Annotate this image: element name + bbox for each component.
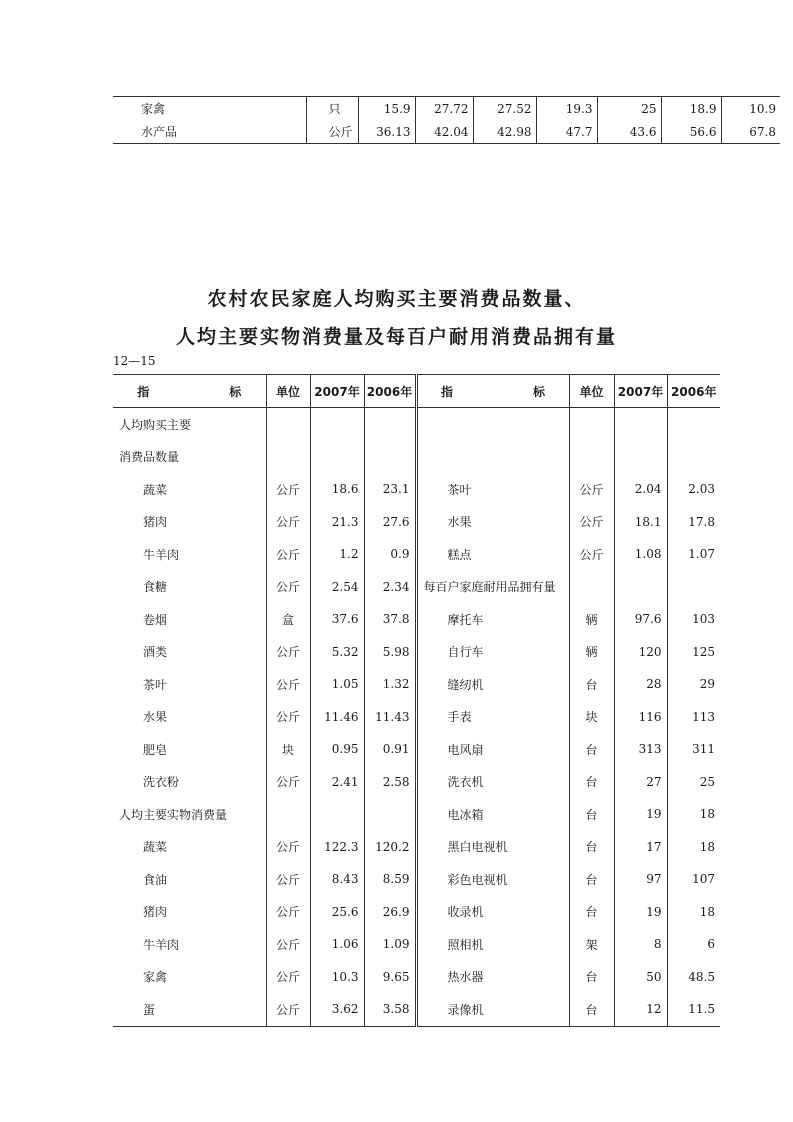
left-item-2007: 3.62 — [310, 993, 364, 1026]
header-indicator-left — [113, 375, 266, 408]
left-item-unit: 公斤 — [266, 538, 310, 571]
right-item-2006: 11.5 — [667, 993, 720, 1026]
left-item-2006: 2.34 — [364, 571, 416, 604]
left-item-unit: 公斤 — [266, 993, 310, 1026]
right-item-label: 彩色电视机 — [416, 863, 569, 896]
left-item-unit: 公斤 — [266, 831, 310, 864]
right-item-2006: 107 — [667, 863, 720, 896]
right-item-label: 收录机 — [416, 896, 569, 929]
right-item-2006: 311 — [667, 733, 720, 766]
right-item-label: 茶叶 — [416, 473, 569, 506]
left-item-2007 — [310, 798, 364, 831]
right-item-2007: 2.04 — [614, 473, 667, 506]
left-item-2007: 122.3 — [310, 831, 364, 864]
right-item-2006: 2.03 — [667, 473, 720, 506]
row-value: 47.7 — [536, 120, 597, 144]
table-row — [113, 863, 720, 896]
right-item-label: 水果 — [416, 506, 569, 539]
right-item-2006: 113 — [667, 701, 720, 734]
table-row — [113, 798, 720, 831]
table-title-line-1: 农村农民家庭人均购买主要消费品数量、 — [207, 288, 586, 310]
right-item-2007: 19 — [614, 896, 667, 929]
row-unit: 只 — [306, 97, 358, 121]
right-item-label: 缝纫机 — [416, 668, 569, 701]
right-item-2007: 313 — [614, 733, 667, 766]
header-indicator-right — [416, 375, 569, 408]
right-item-2006: 18 — [667, 798, 720, 831]
right-item-2006: 25 — [667, 766, 720, 799]
left-item-label: 人均主要实物消费量 — [119, 807, 228, 822]
left-item-2007: 1.06 — [310, 928, 364, 961]
right-item-unit: 公斤 — [569, 538, 614, 571]
left-item-2007: 2.41 — [310, 766, 364, 799]
left-item-2006: 23.1 — [364, 473, 416, 506]
left-item-unit: 公斤 — [266, 506, 310, 539]
row-value: 36.13 — [358, 120, 415, 144]
right-item-unit: 台 — [569, 961, 614, 994]
table-row — [113, 993, 720, 1026]
left-item-2007: 0.95 — [310, 733, 364, 766]
right-item-2007: 120 — [614, 636, 667, 669]
left-item-unit: 公斤 — [266, 571, 310, 604]
right-item-label: 手表 — [416, 701, 569, 734]
right-item-label: 每百户家庭耐用品拥有量 — [416, 571, 569, 604]
left-item-2007: 5.32 — [310, 636, 364, 669]
left-item-label: 家禽 — [143, 970, 168, 985]
left-item-2006: 0.91 — [364, 733, 416, 766]
left-item-2006: 2.58 — [364, 766, 416, 799]
right-item-2006: 125 — [667, 636, 720, 669]
header-2006-right: 2006年 — [667, 375, 720, 408]
table-number: 12—15 — [113, 354, 156, 368]
left-item-label: 牛羊肉 — [143, 937, 180, 952]
right-item-label — [416, 441, 569, 474]
left-item-2006 — [364, 441, 416, 474]
right-item-label: 糕点 — [416, 538, 569, 571]
right-item-2007: 12 — [614, 993, 667, 1026]
left-item-label: 茶叶 — [143, 677, 168, 692]
left-item-2006: 26.9 — [364, 896, 416, 929]
left-item-unit: 公斤 — [266, 928, 310, 961]
left-item-2006: 120.2 — [364, 831, 416, 864]
header-indicator-char-2: 标 — [533, 384, 546, 399]
left-item-label: 人均购买主要 — [119, 417, 192, 432]
table-row — [113, 120, 780, 144]
left-item-unit: 公斤 — [266, 473, 310, 506]
right-item-label: 热水器 — [416, 961, 569, 994]
row-value: 27.72 — [415, 97, 473, 121]
right-item-2007: 97 — [614, 863, 667, 896]
right-item-2007: 8 — [614, 928, 667, 961]
left-item-2007: 37.6 — [310, 603, 364, 636]
right-item-2006: 48.5 — [667, 961, 720, 994]
header-indicator-char-2: 标 — [229, 384, 242, 399]
left-item-2006: 3.58 — [364, 993, 416, 1026]
table-row — [113, 538, 720, 571]
right-item-unit — [569, 408, 614, 441]
left-item-unit: 公斤 — [266, 636, 310, 669]
left-item-2007: 2.54 — [310, 571, 364, 604]
right-item-unit: 台 — [569, 863, 614, 896]
right-item-2006: 18 — [667, 896, 720, 929]
right-item-2007 — [614, 408, 667, 441]
left-item-label: 食糖 — [143, 580, 168, 595]
left-item-2007: 1.2 — [310, 538, 364, 571]
left-item-unit: 块 — [266, 733, 310, 766]
right-item-label — [416, 408, 569, 441]
right-item-2007: 50 — [614, 961, 667, 994]
row-value: 42.98 — [473, 120, 536, 144]
right-item-2006: 103 — [667, 603, 720, 636]
left-item-label: 食油 — [143, 872, 168, 887]
right-item-2006: 1.07 — [667, 538, 720, 571]
left-item-2007: 8.43 — [310, 863, 364, 896]
table-row — [113, 961, 720, 994]
left-item-2006: 37.8 — [364, 603, 416, 636]
left-item-unit: 公斤 — [266, 668, 310, 701]
left-item-label: 水果 — [143, 710, 168, 725]
left-item-label: 肥皂 — [143, 742, 168, 757]
table-row — [113, 97, 780, 121]
right-item-2007: 116 — [614, 701, 667, 734]
left-item-unit: 公斤 — [266, 766, 310, 799]
right-item-2006: 29 — [667, 668, 720, 701]
table-row — [113, 571, 720, 604]
table-row — [113, 506, 720, 539]
left-item-2007: 18.6 — [310, 473, 364, 506]
right-item-2007: 19 — [614, 798, 667, 831]
table-row — [113, 928, 720, 961]
row-value: 42.04 — [415, 120, 473, 144]
right-item-label: 自行车 — [416, 636, 569, 669]
right-item-2006 — [667, 571, 720, 604]
row-value: 10.9 — [721, 97, 780, 121]
row-label: 家禽 — [141, 102, 166, 116]
left-item-2007: 25.6 — [310, 896, 364, 929]
table-row — [113, 603, 720, 636]
header-unit-left: 单位 — [266, 375, 310, 408]
right-item-2007 — [614, 441, 667, 474]
consumption-table — [113, 374, 720, 1027]
left-item-2007 — [310, 408, 364, 441]
left-item-label: 洗衣粉 — [143, 775, 180, 790]
right-item-unit: 台 — [569, 733, 614, 766]
left-item-2007: 21.3 — [310, 506, 364, 539]
row-value: 25 — [597, 97, 661, 121]
table-row — [113, 408, 720, 441]
left-item-2006 — [364, 408, 416, 441]
continued-table — [113, 96, 780, 144]
table-title-line-2: 人均主要实物消费量及每百户耐用消费品拥有量 — [175, 326, 617, 348]
left-item-label: 卷烟 — [143, 612, 168, 627]
right-item-label: 录像机 — [416, 993, 569, 1026]
right-item-unit: 辆 — [569, 603, 614, 636]
right-item-2006: 18 — [667, 831, 720, 864]
table-row — [113, 441, 720, 474]
right-item-2006 — [667, 441, 720, 474]
left-item-2007 — [310, 441, 364, 474]
right-item-unit: 公斤 — [569, 506, 614, 539]
table-row — [113, 668, 720, 701]
header-2007-left: 2007年 — [310, 375, 364, 408]
left-item-unit: 公斤 — [266, 701, 310, 734]
right-item-label: 电风扇 — [416, 733, 569, 766]
left-item-unit: 公斤 — [266, 961, 310, 994]
table-row — [113, 766, 720, 799]
right-item-label: 洗衣机 — [416, 766, 569, 799]
left-item-2006: 8.59 — [364, 863, 416, 896]
left-item-unit — [266, 441, 310, 474]
right-item-2006: 17.8 — [667, 506, 720, 539]
row-value: 18.9 — [661, 97, 721, 121]
left-item-2006: 1.32 — [364, 668, 416, 701]
right-item-2007 — [614, 571, 667, 604]
right-item-unit: 块 — [569, 701, 614, 734]
right-item-unit: 公斤 — [569, 473, 614, 506]
header-row — [113, 375, 720, 408]
right-item-label: 电冰箱 — [416, 798, 569, 831]
row-value: 27.52 — [473, 97, 536, 121]
left-item-label: 消费品数量 — [119, 450, 180, 465]
left-item-unit — [266, 798, 310, 831]
left-item-label: 猪肉 — [143, 515, 168, 530]
header-indicator-char-1: 指 — [440, 384, 453, 399]
left-item-2006: 0.9 — [364, 538, 416, 571]
right-item-label: 黑白电视机 — [416, 831, 569, 864]
right-item-unit: 台 — [569, 993, 614, 1026]
right-item-2007: 18.1 — [614, 506, 667, 539]
left-item-2006: 11.43 — [364, 701, 416, 734]
left-item-label: 蔬菜 — [143, 482, 168, 497]
left-item-2007: 10.3 — [310, 961, 364, 994]
table-row — [113, 473, 720, 506]
header-2007-right: 2007年 — [614, 375, 667, 408]
right-item-2007: 28 — [614, 668, 667, 701]
right-item-unit — [569, 441, 614, 474]
left-item-2007: 1.05 — [310, 668, 364, 701]
left-item-label: 酒类 — [143, 645, 168, 660]
right-item-2007: 17 — [614, 831, 667, 864]
row-value: 19.3 — [536, 97, 597, 121]
left-item-unit: 公斤 — [266, 863, 310, 896]
right-item-unit — [569, 571, 614, 604]
right-item-unit: 台 — [569, 766, 614, 799]
table-row — [113, 701, 720, 734]
table-row — [113, 896, 720, 929]
row-label: 水产品 — [141, 125, 178, 139]
table-row — [113, 733, 720, 766]
left-item-label: 蔬菜 — [143, 840, 168, 855]
left-item-2006 — [364, 798, 416, 831]
right-item-unit: 台 — [569, 831, 614, 864]
right-item-unit: 台 — [569, 668, 614, 701]
table-row — [113, 636, 720, 669]
right-item-2007: 1.08 — [614, 538, 667, 571]
row-value: 56.6 — [661, 120, 721, 144]
left-item-2007: 11.46 — [310, 701, 364, 734]
left-item-2006: 27.6 — [364, 506, 416, 539]
right-item-label: 照相机 — [416, 928, 569, 961]
left-item-unit: 盒 — [266, 603, 310, 636]
left-item-2006: 1.09 — [364, 928, 416, 961]
right-item-unit: 辆 — [569, 636, 614, 669]
left-item-label: 牛羊肉 — [143, 547, 180, 562]
header-indicator-char-1: 指 — [137, 384, 150, 399]
right-item-2006: 6 — [667, 928, 720, 961]
table-row — [113, 831, 720, 864]
header-2006-left: 2006年 — [364, 375, 416, 408]
left-item-label: 蛋 — [143, 1002, 156, 1017]
right-item-2007: 27 — [614, 766, 667, 799]
right-item-unit: 架 — [569, 928, 614, 961]
right-item-2006 — [667, 408, 720, 441]
left-item-2006: 9.65 — [364, 961, 416, 994]
right-item-2007: 97.6 — [614, 603, 667, 636]
right-item-unit: 台 — [569, 798, 614, 831]
left-item-unit: 公斤 — [266, 896, 310, 929]
right-item-label: 摩托车 — [416, 603, 569, 636]
row-unit: 公斤 — [306, 120, 358, 144]
row-value: 15.9 — [358, 97, 415, 121]
row-value: 43.6 — [597, 120, 661, 144]
left-item-label: 猪肉 — [143, 905, 168, 920]
left-item-unit — [266, 408, 310, 441]
left-item-2006: 5.98 — [364, 636, 416, 669]
right-item-unit: 台 — [569, 896, 614, 929]
header-unit-right: 单位 — [569, 375, 614, 408]
row-value: 67.8 — [721, 120, 780, 144]
